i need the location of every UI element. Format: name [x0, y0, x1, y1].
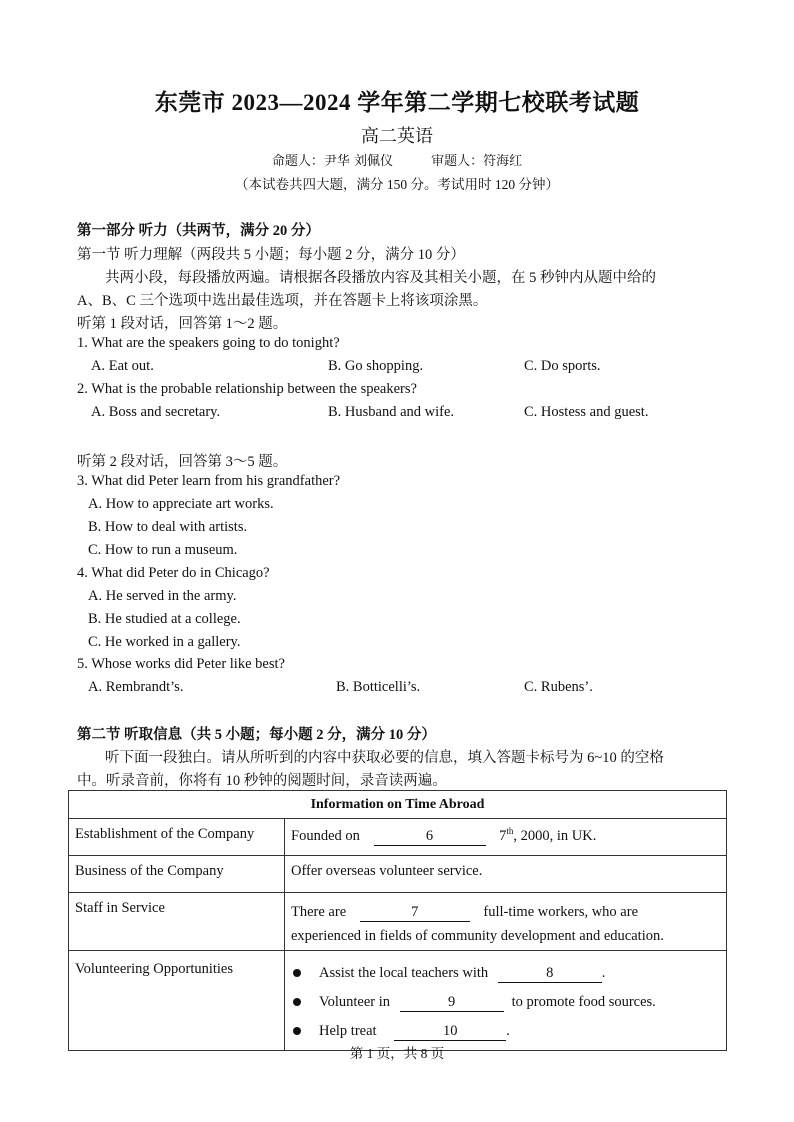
question-3: 3. What did Peter learn from his grandfather? [77, 473, 341, 489]
row-label: Volunteering Opportunities [69, 951, 285, 1051]
section1-instruction-line1: 共两小段，每段播放两遍。请根据各段播放内容及其相关小题，在 5 秒钟内从题中给的 [105, 270, 656, 286]
section1-instruction-line2: A、B、C 三个选项中选出最佳选项，并在答题卡上将该项涂黑。 [77, 293, 488, 309]
section1-heading: 第一节 听力理解（两段共 5 小题；每小题 2 分，满分 10 分） [77, 247, 465, 263]
table-row [69, 791, 727, 819]
exam-note: （本试卷共四大题，满分 150 分。考试用时 120 分钟） [235, 177, 559, 192]
option-b: B. Botticelli’s. [336, 679, 421, 695]
question-3-option-b: B. How to deal with artists. [88, 519, 248, 535]
list-item: Help treat 10 . [291, 1017, 720, 1046]
table-row [69, 819, 727, 856]
list-item: Assist the local teachers with 8 . [291, 959, 720, 988]
exam-authors [0, 150, 794, 169]
option-c: C. Rubens’. [524, 679, 593, 695]
bullet-icon [293, 1027, 301, 1035]
option-a: A. Eat out. [91, 358, 154, 374]
reviewer-text: 审题人：符海红 [431, 154, 523, 169]
bullet-icon [293, 998, 301, 1006]
option-b: B. Go shopping. [328, 358, 424, 374]
answer-blank-8[interactable]: 8 [498, 966, 602, 983]
dialog2-heading: 听第 2 段对话，回答第 3～5 题。 [77, 454, 288, 470]
option-b: B. Husband and wife. [328, 404, 455, 420]
question-5-options [0, 679, 794, 697]
row-label: Establishment of the Company [69, 819, 285, 856]
question-3-option-a: A. How to appreciate art works. [88, 496, 274, 512]
page-footer: 第 1 页，共 8 页 [349, 1046, 445, 1061]
section2-instruction-line2: 中。听录音前，你将有 10 秒钟的阅题时间，录音读两遍。 [77, 773, 447, 789]
question-1: 1. What are the speakers going to do tonight? [77, 335, 340, 351]
row-value [285, 951, 727, 1051]
table-row [69, 893, 727, 951]
question-4-option-a: A. He served in the army. [88, 588, 237, 604]
row-label: Staff in Service [69, 893, 285, 951]
info-table [68, 790, 727, 1051]
question-3-option-c: C. How to run a museum. [88, 542, 238, 558]
bullet-icon [293, 969, 301, 977]
row-value: There are 7 full-time workers, who are experienced in fields of community development and education. [285, 893, 727, 951]
option-a: A. Rembrandt’s. [88, 679, 184, 695]
row-label: Business of the Company [69, 856, 285, 893]
question-2-options [0, 404, 794, 422]
option-c: C. Do sports. [524, 358, 601, 374]
table-title: Information on Time Abroad [69, 791, 727, 819]
option-a: A. Boss and secretary. [91, 404, 221, 420]
row-value: Offer overseas volunteer service. [285, 856, 727, 893]
table-row [69, 856, 727, 893]
row-value: Founded on 6 7th, 2000, in UK. [285, 819, 727, 856]
question-1-options [0, 358, 794, 376]
setter-text: 命题人：尹华 刘佩仪 [271, 154, 394, 169]
section2-heading: 第二节 听取信息（共 5 小题；每小题 2 分，满分 10 分） [77, 727, 436, 743]
question-5: 5. Whose works did Peter like best? [77, 656, 285, 672]
answer-blank-9[interactable]: 9 [400, 995, 504, 1012]
question-4-option-c: C. He worked in a gallery. [88, 634, 241, 650]
table-row [69, 951, 727, 1051]
answer-blank-6[interactable]: 6 [374, 829, 486, 846]
question-4: 4. What did Peter do in Chicago? [77, 565, 270, 581]
list-item: Volunteer in 9 to promote food sources. [291, 988, 720, 1017]
exam-title: 东莞市 2023—2024 学年第二学期七校联考试题 [154, 90, 640, 115]
option-c: C. Hostess and guest. [524, 404, 649, 420]
answer-blank-10[interactable]: 10 [394, 1024, 506, 1041]
part1-heading: 第一部分 听力（共两节，满分 20 分） [77, 223, 320, 239]
question-4-option-b: B. He studied at a college. [88, 611, 241, 627]
section2-instruction-line1: 听下面一段独白。请从所听到的内容中获取必要的信息，填入答题卡标号为 6~10 的空格 [105, 750, 664, 766]
answer-blank-7[interactable]: 7 [360, 905, 470, 922]
exam-subtitle: 高二英语 [361, 126, 433, 146]
dialog1-heading: 听第 1 段对话，回答第 1～2 题。 [77, 316, 288, 332]
question-2: 2. What is the probable relationship between the speakers? [77, 381, 417, 397]
